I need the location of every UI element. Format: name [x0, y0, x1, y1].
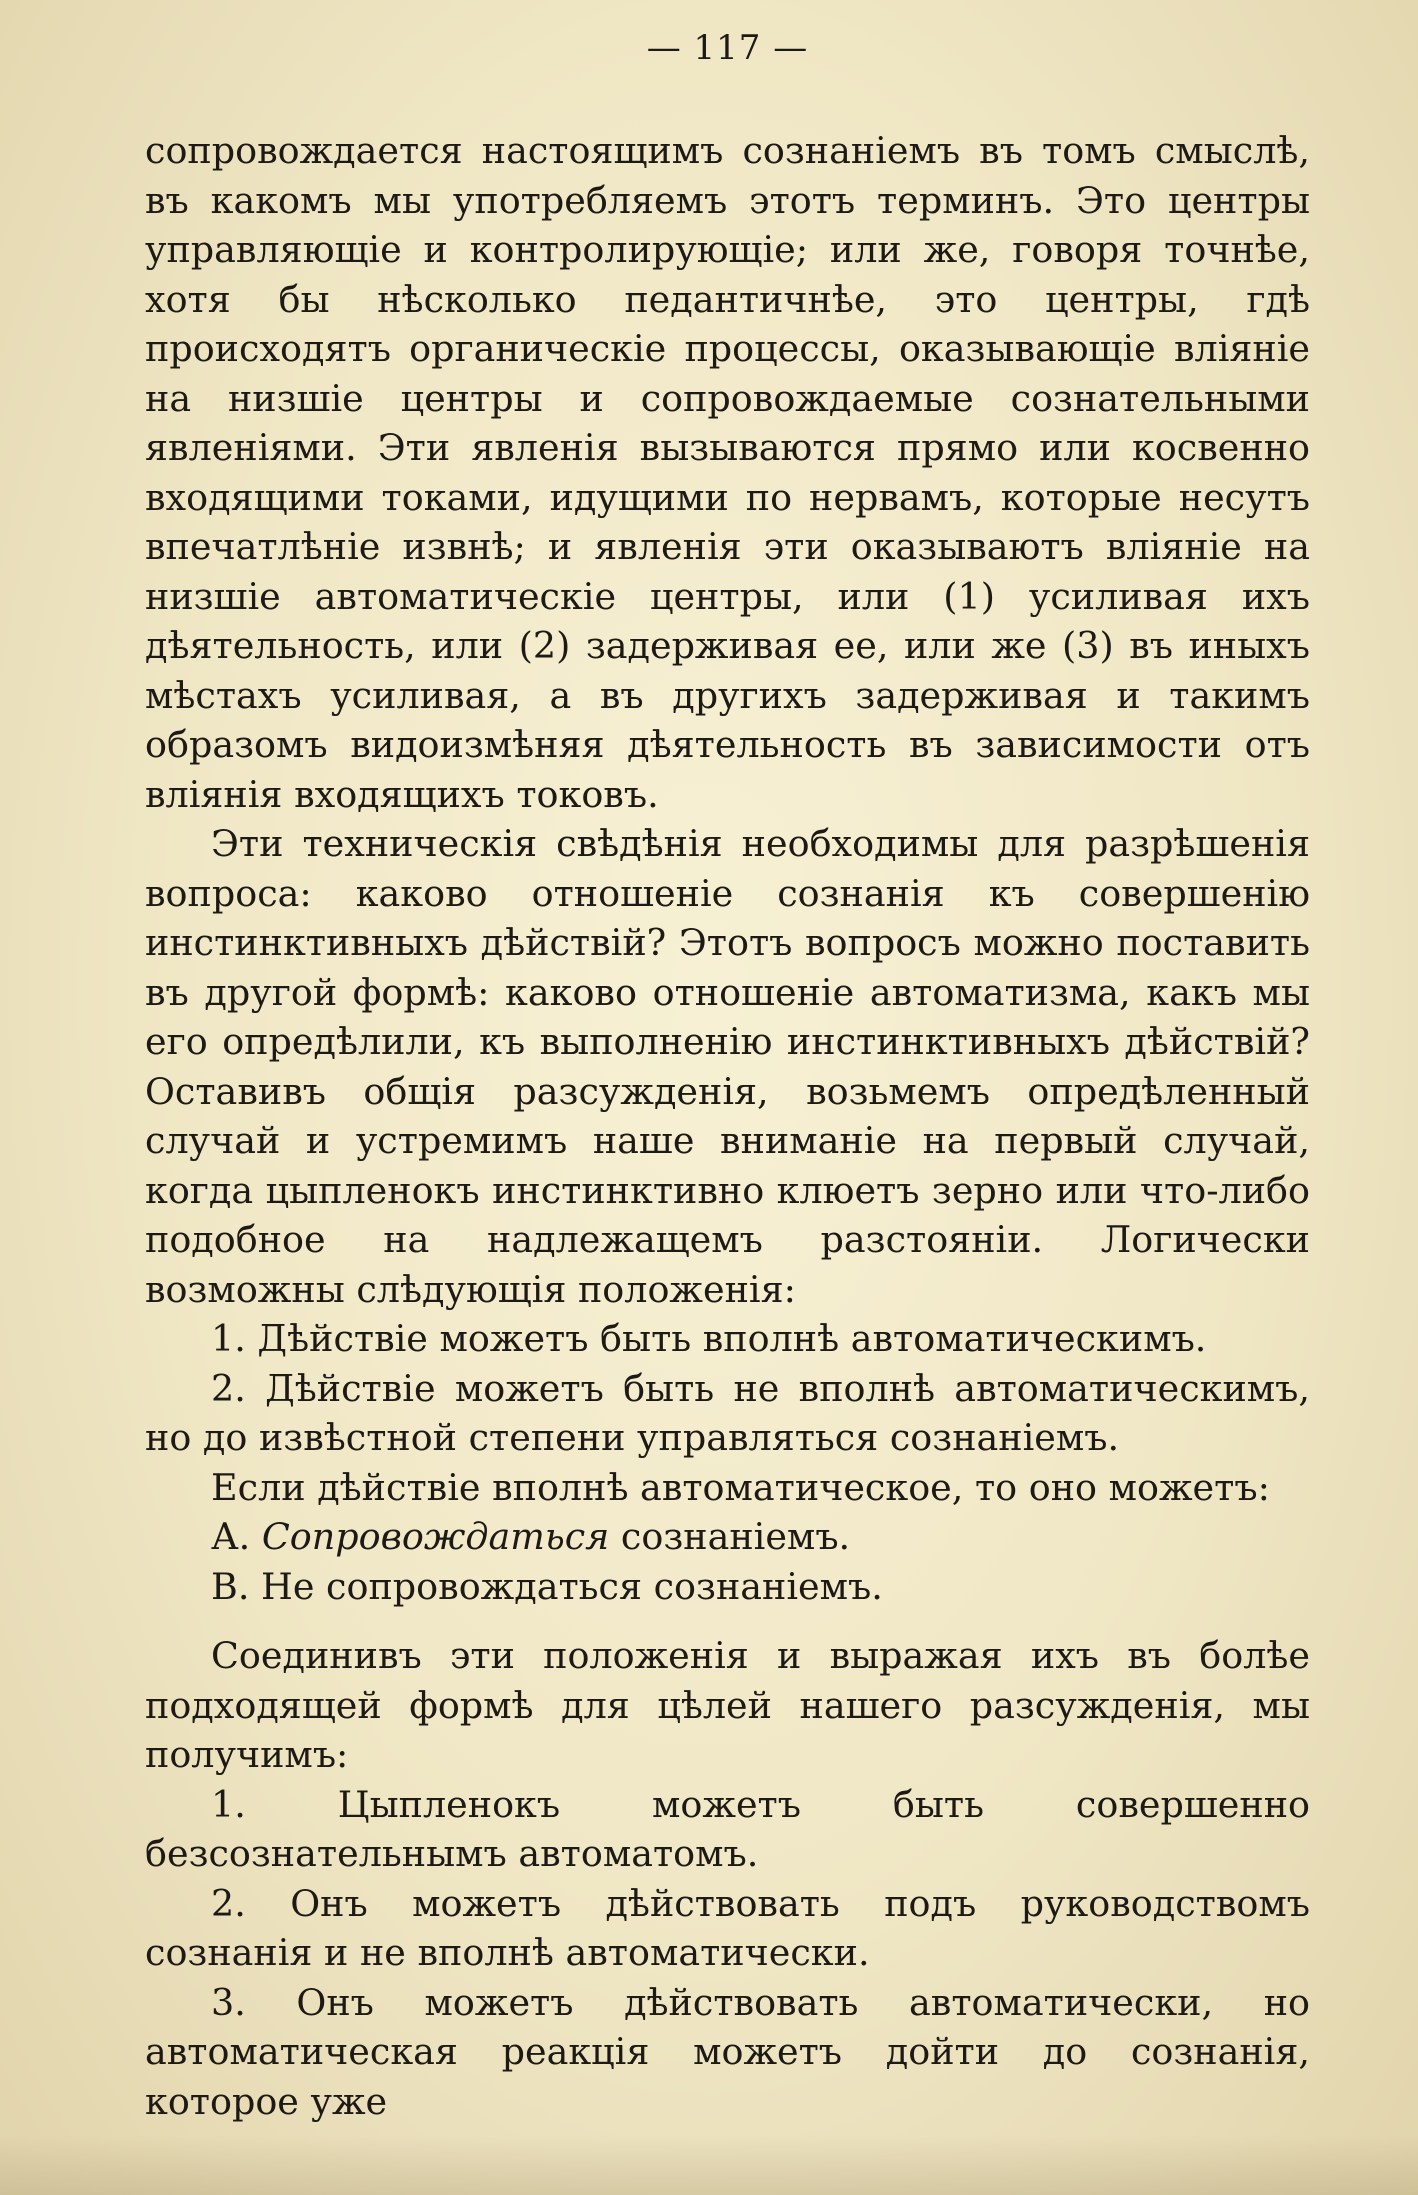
paragraph-combining: Соединивъ эти положенія и выражая ихъ въ болѣе подходящей формѣ для цѣлей нашего разсужденія, мы получимъ:: [145, 1634, 1310, 1776]
list-item-2: 2. Дѣйствіе можетъ быть не вполнѣ автоматическимъ, но до извѣстной степени управляться сознаніемъ.: [145, 1366, 1310, 1459]
paragraph-question: Эти техническія свѣдѣнія необходимы для разрѣшенія вопроса: каково отношеніе сознанія къ совершенію инстинктивныхъ дѣйствій? Этотъ вопросъ можно поставить въ другой формѣ: каково отношеніе автоматизма, какъ мы его опредѣлили, къ выполненію инстинктивныхъ дѣйствій? Оставивъ общія разсужденія, возьмемъ опредѣленный случай и устремимъ наше вниманіе на первый случай, когда цыпленокъ инстинктивно клюетъ зерно или что-либо подобное на надлежащемъ разстояніи. Логически возможны слѣдующія положенія:: [145, 822, 1310, 1311]
list-item-1: 1. Дѣйствіе можетъ быть вполнѣ автоматическимъ.: [211, 1317, 1207, 1360]
book-page: [145, 22, 1310, 2126]
list-item-5: 3. Онъ можетъ дѣйствовать автоматически, но автоматическая реакція можетъ дойти до сознанія, которое уже: [145, 1980, 1310, 2123]
page-edge-shadow: [0, 2135, 1418, 2195]
page-body: [145, 126, 1310, 2126]
paragraph-if-automatic: Если дѣйствіе вполнѣ автоматическое, то оно можетъ:: [211, 1465, 1270, 1509]
case-a-italic: Сопровождаться: [261, 1515, 610, 1558]
case-a-rest: сознаніемъ.: [620, 1515, 851, 1558]
page-number: — 117 —: [646, 28, 809, 68]
case-b: В. Не сопровождаться сознаніемъ.: [211, 1564, 883, 1608]
paragraph-continuation: сопровождается настоящимъ сознаніемъ въ томъ смыслѣ, въ какомъ мы употребляемъ этотъ терминъ. Это центры управляющіе и контролирующіе; или же, говоря точнѣе, хотя бы нѣсколько педантичнѣе, это центры, гдѣ происходятъ органическіе процессы, оказывающіе вліяніе на низшіе центры и сопровождаемые сознательными явленіями. Эти явленія вызываются прямо или косвенно входящими токами, идущими по нервамъ, которые несутъ впечатлѣніе извнѣ; и явленія эти оказываютъ вліяніе на низшіе автоматическіе центры, или (1) усиливая ихъ дѣятельность, или (2) задерживая ее, или же (3) въ иныхъ мѣстахъ усиливая, а въ другихъ задерживая и такимъ образомъ видоизмѣняя дѣятельность въ зависимости отъ вліянія входящихъ токовъ.: [145, 129, 1310, 816]
list-item-4: 2. Онъ можетъ дѣйствовать подъ руководствомъ сознанія и не вполнѣ автоматически.: [145, 1881, 1310, 1974]
list-item-3: 1. Цыпленокъ можетъ быть совершенно безсознательнымъ автоматомъ.: [145, 1782, 1310, 1875]
case-a-letter: А.: [211, 1515, 251, 1558]
case-a: [145, 1512, 1310, 1562]
